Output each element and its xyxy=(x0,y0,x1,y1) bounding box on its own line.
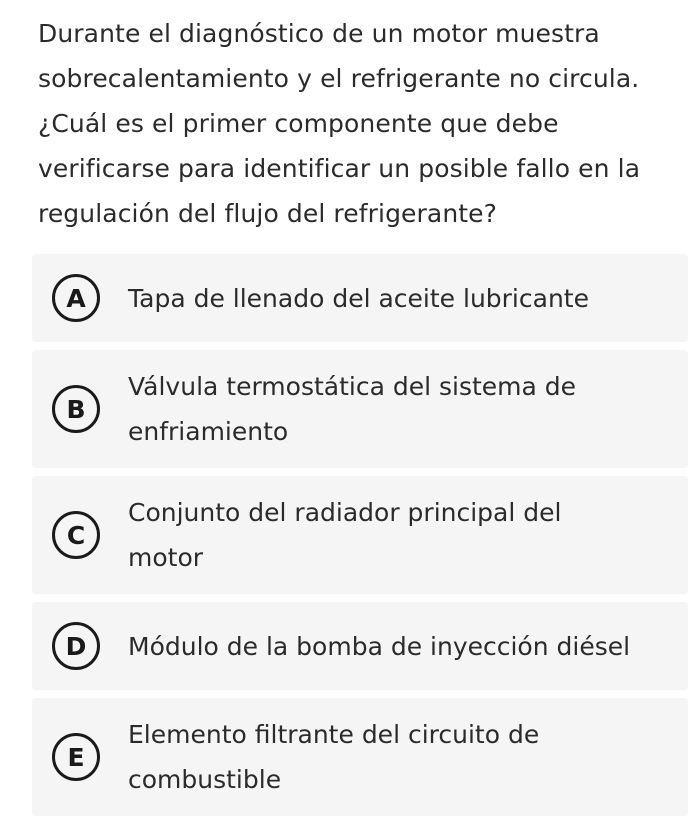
option-d-text: Módulo de la bomba de inyección diésel xyxy=(128,631,631,661)
answer-options xyxy=(32,254,688,816)
option-e-letter-badge: E xyxy=(52,733,100,781)
option-d[interactable] xyxy=(32,602,688,690)
question-text: Durante el diagnóstico de un motor muestra sobrecalentamiento y el refrigerante no circula. ¿Cuál es el primer componente que debe verificarse para identificar un posible fallo en la regulación del flujo del refrigerante? xyxy=(38,19,641,228)
option-b-text: Válvula termostática del sistema de enfriamiento xyxy=(128,372,577,446)
option-a[interactable] xyxy=(32,254,688,342)
option-c-text: Conjunto del radiador principal del motor xyxy=(128,498,562,572)
option-c[interactable] xyxy=(32,476,688,594)
option-e[interactable] xyxy=(32,698,688,816)
option-a-text: Tapa de llenado del aceite lubricante xyxy=(128,283,589,313)
option-e-text: Elemento filtrante del circuito de combustible xyxy=(128,720,540,794)
option-a-letter-badge: A xyxy=(52,274,100,322)
option-b[interactable] xyxy=(32,350,688,468)
option-d-letter-badge: D xyxy=(52,622,100,670)
option-c-letter-badge: C xyxy=(52,511,100,559)
option-b-letter-badge: B xyxy=(52,385,100,433)
